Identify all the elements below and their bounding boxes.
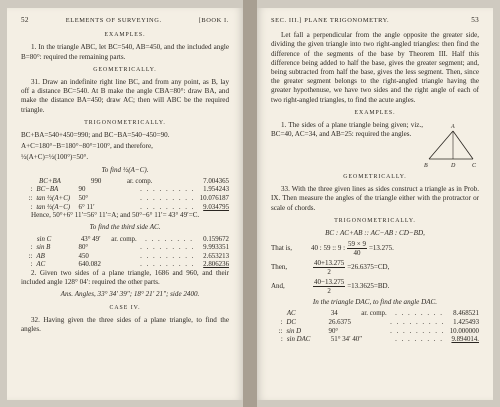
vertex-label-a: A (451, 124, 455, 131)
log-row: AC 34 ar. comp. . . . . . . . . 8.468521 (286, 310, 479, 318)
log-row: : sin DAC 51° 34′ 40″ . . . . . . . . 9.894014. (280, 336, 479, 344)
right-geometrically-heading: GEOMETRICALLY. (343, 174, 407, 181)
hence-text: Hence, 50°+6° 11′=56° 11′=A; and 50°−6° 11′= 43° 49′=C. (31, 211, 200, 220)
case-iv-text: 32. Having given the three sides of a plane triangle, to find the angles. (21, 315, 229, 334)
vertex-label-c: C (472, 163, 477, 170)
log-row: : sin B 80° . . . . . . . . . 9.993351 (30, 244, 230, 252)
log-row: sin C 43° 49′ ar. comp. . . . . . . . . 0.159672 (36, 235, 229, 243)
log-row: :: sin D 90° . . . . . . . . . 10.000000 (278, 327, 480, 335)
left-book-ref: [BOOK I. (198, 17, 229, 24)
trig-line-3: ½(A+C)=½(100°)=50°. (21, 153, 89, 162)
triangle-figure (423, 121, 479, 169)
find-half-difference-heading: To find ½(A−C). (101, 165, 149, 174)
left-running-title: ELEMENTS OF SURVEYING. (65, 17, 162, 24)
vertex-label-d: D (451, 163, 456, 170)
log-table-third-side (21, 235, 229, 269)
example-with-figure (271, 121, 479, 169)
example-2-text: 2. Given two sides of a plane triangle, 1686 and 960, and their included angle 128° 04′: required the other parts. (21, 269, 229, 287)
right-page (257, 8, 493, 400)
geometrically-heading: GEOMETRICALLY. (93, 66, 157, 73)
trigonometrically-heading: TRIGONOMETRICALLY. (84, 119, 166, 126)
log-row: : AC 640.082 . . . . . . . . . 2.806236 (30, 261, 230, 269)
side-ab (429, 131, 453, 159)
left-page-number: 52 (21, 16, 29, 24)
proportion-line: BC : AC+AB :: AC−AB : CD−BD, (325, 229, 425, 238)
left-page (7, 8, 243, 400)
example-2-answer: Ans. Angles, 33° 34′ 39″; 18° 21′ 21″; side 2400. (60, 290, 200, 299)
trig-line-1: BC+BA=540+450=990; and BC−BA=540−450=90. (21, 131, 170, 140)
left-running-head (21, 16, 229, 25)
log-row: : BC−BA 90 . . . . . . . . . 1.954243 (30, 186, 230, 194)
vertex-label-b: B (424, 163, 428, 170)
side-ac (453, 131, 473, 159)
log-row: : tan ½(A−C) 6° 11′ . . . . . . . . . 9.034795 (30, 203, 230, 211)
log-table-dac (271, 309, 479, 343)
right-examples-heading: EXAMPLES. (354, 109, 396, 116)
example-1-text: 1. In the triangle ABC, let BC=540, AB=450, and the included angle B=80°: required the remaining parts. (21, 43, 229, 61)
log-row: BC+BA 990 ar. comp. 7.004365 (39, 177, 229, 185)
case-iv-method-text: Let fall a perpendicular from the angle opposite the greater side, dividing the given triangle into two right-angled triangles: then find the difference of the segments of the base by Theorem III. Half this difference being added to half the base, gives the greater segment; and, being subtracted from half the base, gives the less segment. Then, since the greater segment belongs to the right-angled triangle having the greater hypothenuse, we have two sides and the right angle of each of two right-angled triangles, to find the acute angles. (271, 31, 479, 104)
right-running-title: SEC. III.] PLANE TRIGONOMETRY. (271, 17, 390, 24)
and-equation: And, $\frac{40-13.275}{2}$ =13.3625=BD. (271, 278, 390, 296)
right-page-number: 53 (471, 16, 479, 24)
right-example-1-text: 1. The sides of a plane triangle being given; viz., BC=40, AC=34, and AB=25: required the angles. (271, 121, 423, 139)
then-equation: Then, $\frac{40+13.275}{2}$ =26.6375=CD, (271, 259, 390, 277)
log-table-half-difference (21, 177, 229, 211)
log-row: :: AB 450 . . . . . . . . . 2.653213 (28, 252, 230, 260)
trig-line-2: A+C=180°−B=180°−80°=100°, and therefore, (21, 142, 153, 151)
case-iv-heading: CASE IV. (109, 304, 141, 311)
book-gutter (243, 0, 257, 407)
right-running-head (271, 16, 479, 25)
right-geometric-text: 33. With the three given lines as sides construct a triangle as in Prob. IX. Then measure the angles of the triangle either with the protractor or scale of chords. (271, 185, 479, 212)
examples-heading: EXAMPLES. (104, 32, 146, 39)
log-row: :: tan ½(A+C) 50° . . . . . . . . . 10.076187 (28, 195, 230, 203)
find-third-side-heading: To find the third side AC. (89, 223, 161, 232)
right-trigonometrically-heading: TRIGONOMETRICALLY. (334, 217, 416, 224)
geometric-construction-text: 31. Draw an indefinite right line BC, and from any point, as B, lay off a distance BC=540. At B make the angle CBA=80°: draw BA, and make the distance BA=450; draw AC; then will ABC be the required triangle. (21, 78, 229, 114)
log-row: : DC 26.6375 . . . . . . . . . 1.425493 (280, 319, 480, 327)
find-dac-heading: In the triangle DAC, to find the angle DAC. (312, 298, 438, 307)
that-is-equation: That is, 40 : 59 :: 9 : $\frac{59 \times 9}{40}$ =13.275. (271, 240, 394, 258)
